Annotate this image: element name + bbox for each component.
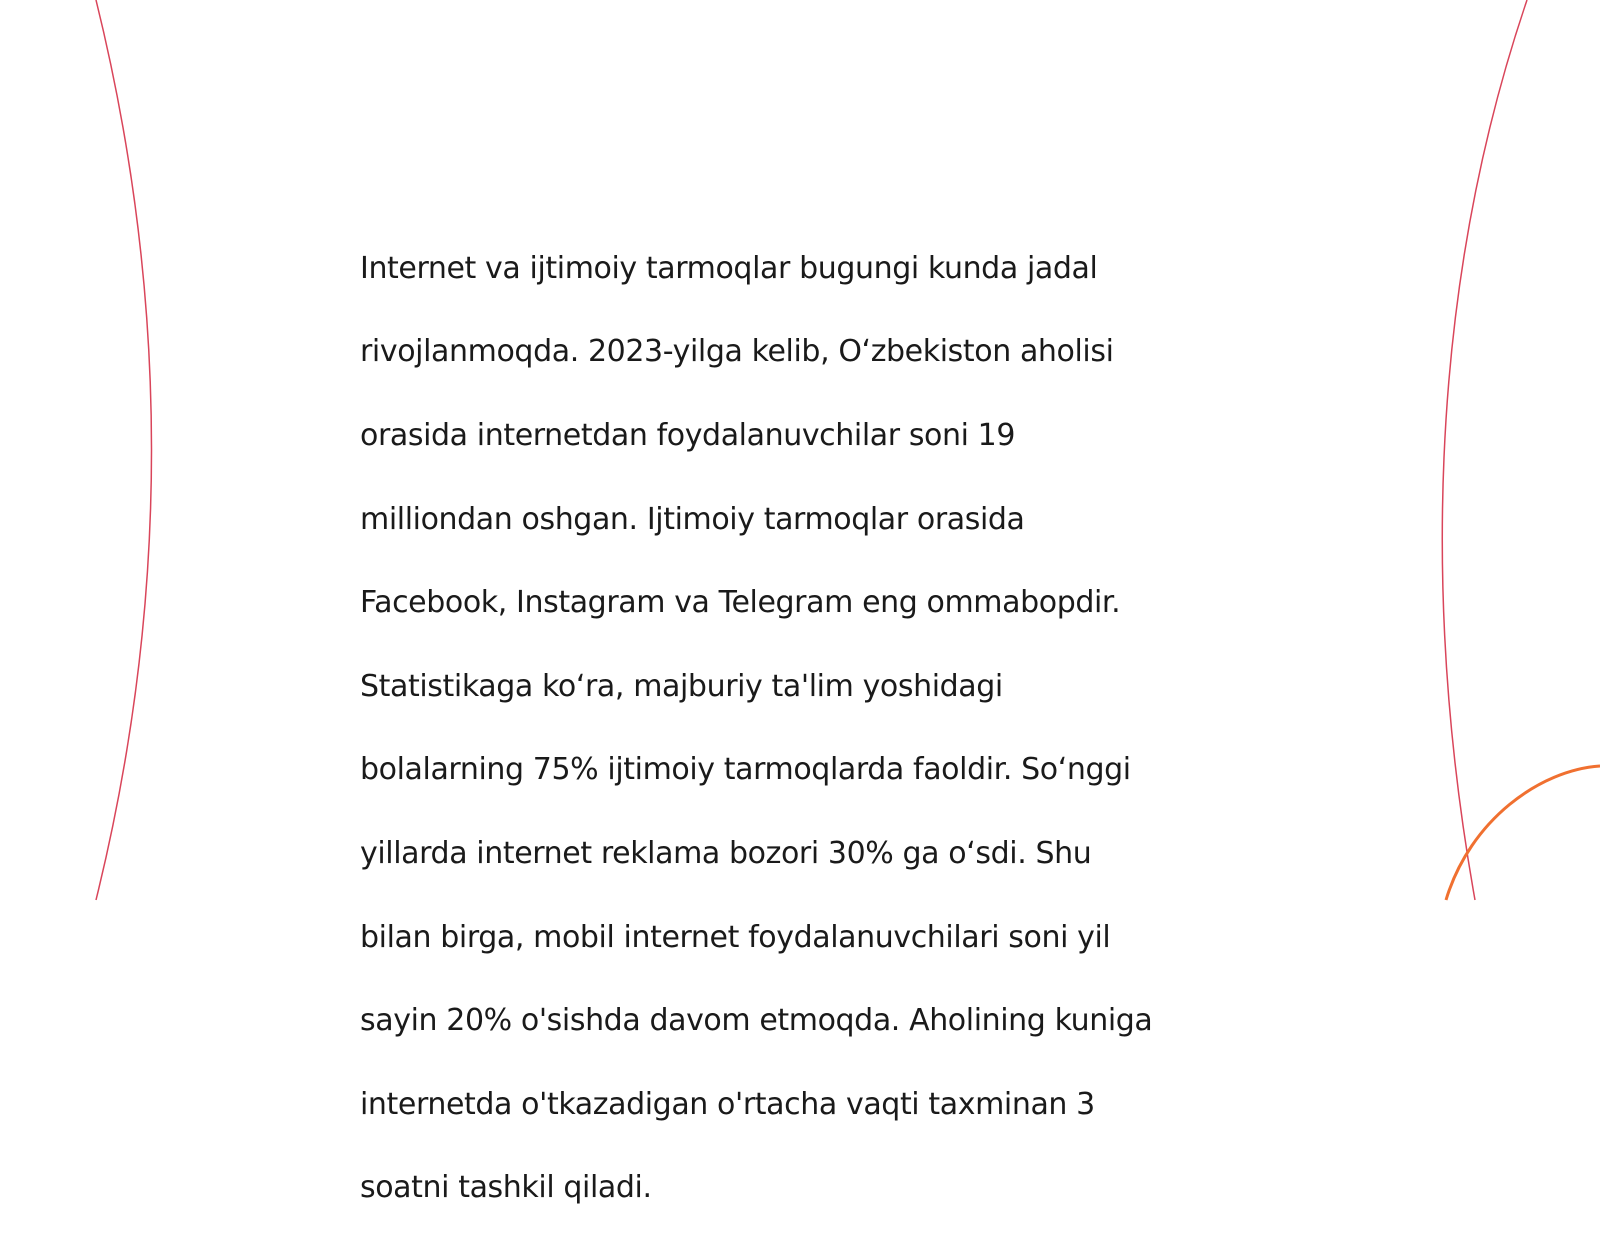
text-line: bilan birga, mobil internet foydalanuvchilari soni yil <box>360 919 1111 955</box>
right-curve-line <box>1442 0 1527 900</box>
text-line: Facebook, Instagram va Telegram eng ommabopdir. <box>360 585 1121 621</box>
text-line: rivojlanmoqda. 2023-yilga kelib, O‘zbekiston aholisi <box>360 334 1114 370</box>
text-line: Statistikaga ko‘ra, majburiy ta'lim yoshidagi <box>360 668 1003 704</box>
orange-arc <box>1446 766 1600 900</box>
text-line: Internet va ijtimoiy tarmoqlar bugungi kunda jadal <box>360 250 1098 286</box>
text-line: orasida internetdan foydalanuvchilar soni 19 <box>360 417 1016 453</box>
text-line: bolalarning 75% ijtimoiy tarmoqlarda faoldir. So‘nggi <box>360 752 1131 788</box>
text-line: internetda o'tkazadigan o'rtacha vaqti taxminan 3 <box>360 1086 1095 1122</box>
text-line: yillarda internet reklama bozori 30% ga o‘sdi. Shu <box>360 835 1092 871</box>
text-line: soatni tashkil qiladi. <box>360 1170 652 1206</box>
slide-body-text <box>360 206 1260 1251</box>
left-curve-line <box>96 0 152 900</box>
text-line: milliondan oshgan. Ijtimoiy tarmoqlar orasida <box>360 501 1025 537</box>
text-line: sayin 20% o'sishda davom etmoqda. Aholining kuniga <box>360 1003 1153 1039</box>
